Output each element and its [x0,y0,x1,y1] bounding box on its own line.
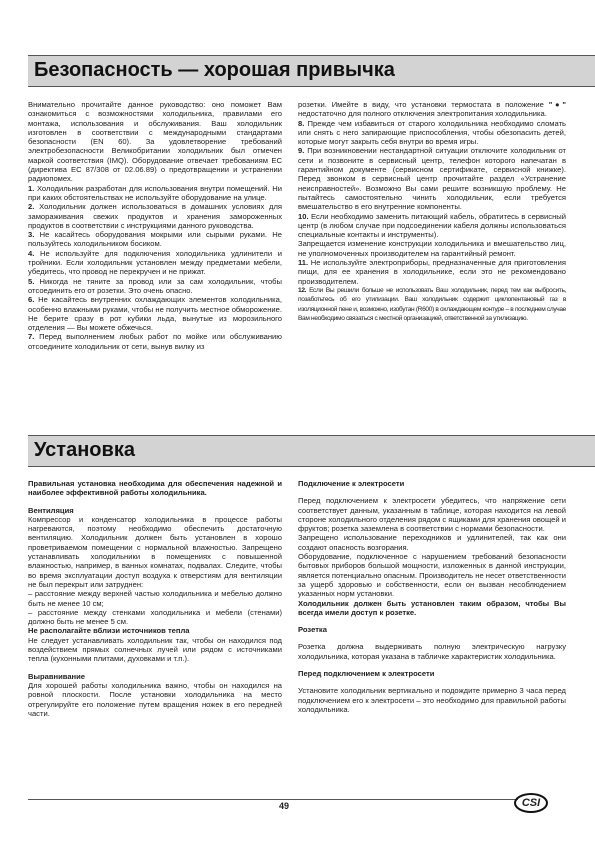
thermostat-off-symbol-icon: "●" [548,100,566,109]
safety-item-2: 2. Холодильник должен использоваться в домашних условиях для замораживания свежих продуктов и хранения замороженных продуктов в соответствии с инструкциями данного руководства. [28,202,282,230]
safety-item-11: 11. Не используйте электроприборы, предназначенные для приготовления пищи, для ее хранения в холодильнике, если это не рекомендовано производителем. [298,258,566,286]
before-connection-text: Установите холодильник вертикально и подождите примерно 3 часа перед подключением его к электросети – это необходимо для правильной работы холодильника. [298,686,566,714]
safety-item-4: 4. Не используйте для подключения холодильника удлинители и тройники. Если холодильник установлен между предметами мебели, убедитесь, что провод не перекручен и не прижат. [28,248,282,277]
ventilation-clearance-sides: – расстояние между стенками холодильника и мебели (стенами) должно быть не менее 5 см. [28,607,282,627]
safety-item-6: 6. Не касайтесь внутренних охлаждающих элементов холодильника, особенно влажными руками, чтобы не получить местное обморожение. Не берите сразу в рот кубики льда, вынутые из морозильного отделения — Вы можете обжечься. [28,295,282,333]
ventilation-text: Компрессор и конденсатор холодильника в процессе работы нагреваются, поэтому необходимо обеспечить достаточную вентиляцию. Холодильник должен быть установлен в хорошо проветриваемом помещении с нормальной влажностью. Запрещено устанавливать холодильники в помещениях с повышенной влажностью, например, в ванных комнатах, подвалах. Следите, чтобы во время эксплуатации доступ воздуха к отверстиям для вентиляции не был перекрыт или затруднен: [28,514,282,589]
safety-item-9: 9. При возникновении нестандартной ситуации отключите холодильник от сети и позвоните в сервисный центр, телефон которого напечатан в гарантийном документе (сервисном сертификате, сервисной книжке). Перед звонком в сервисный центр прочитайте раздел «Устранение неисправностей». Возможно Вы сами решите возникшую проблему. Не пытайтесь самостоятельно чинить холодильник, если требуется вмешательство в его внутренние компоненты. [298,146,566,212]
connection-text-1: Перед подключением к электросети убедитесь, что напряжение сети соответствует данным, указанным в таблице, которая находится на левой стороне холодильного отделения рядом с ящиками для хранения овощей и фруктов; розетка заземлена в соответствии с нормами безопасности. [298,496,566,534]
footer-divider [28,799,518,800]
leveling-text: Для хорошей работы холодильника важно, чтобы он находился на ровной плоскости. После установки холодильника на место отрегулируйте его положение путем вращения ножек в его передней части. [28,680,282,718]
heat-sources-text: Не следует устанавливать холодильник так, чтобы он находился под воздействием прямых солнечных лучей или рядом с источниками тепла (кухонными плитами, духовками и т.п.). [28,635,282,664]
safety-column-left [28,100,282,351]
heading-leveling: Выравнивание [28,671,86,681]
safety-item-10: 10. Если необходимо заменить питающий кабель, обратитесь в сервисный центр (в любом случае при подсоединении кабеля должны использоваться специальные контакты и инструменты). [298,211,566,240]
safety-item-7: 7. Перед выполнением любых работ по мойке или обслуживанию отсоедините холодильник от сети, вынув вилку из [28,332,282,351]
socket-text: Розетка должна выдерживать полную электрическую нагрузку холодильника, которая указана в табличке характеристик холодильника. [298,642,566,661]
heading-electrical-connection: Подключение к электросети [298,479,405,488]
safety-item-12: 12. Если Вы решили больше не использовать Ваш холодильник, перед тем как выбросить, позаботьтесь об его утилизации. Ваш холодильник содержит циклопентановый газ в изоляционной пене и, возможно, изобутан (R600) в охлаждающем контуре – в последнем случае Вам необходимо связаться с местной организацией, ответственной за утилизацию. [298,286,567,322]
installation-column-right [298,479,566,714]
safety-intro: Внимательно прочитайте данное руководство: оно поможет Вам ознакомиться с возможностями холодильника, правилами его монтажа, использования и обслуживания. Ваш холодильник изготовлен в соответствии с международными стандартами безопасности (EN 60). За удовлетворение требований электробезопасности Великобритании холодильник был отмечен маркой соответствия (IMQ). Оборудование отвечает требованиям ЕС (директива ЕС 87/308 от 02.06.89) о предотвращении и устранении радиопомех. [28,100,282,184]
safety-item-7-cont: розетки. Имейте в виду, что установки термостата в положение "●" недостаточно для полного отключения электропитания холодильника. [298,100,566,119]
connection-text-3: Оборудование, подключенное с нарушением требований безопасности бытовых приборов большой мощности, изложенных в данной инструкции, является потенциально опасным. Производитель не несет ответственности за ущерб здоровью и собственности, если он вызван несоблюдением указанных норм установки. [298,552,566,599]
page-number: 49 [279,801,290,811]
safety-item-5: 5. Никогда не тяните за провод или за сам холодильник, чтобы отсоединить его от розетки. Это очень опасно. [28,276,282,295]
safety-item-3: 3. Не касайтесь оборудования мокрыми или сырыми руками. Не пользуйтесь холодильником босиком. [28,230,282,249]
installation-column-left [28,479,282,718]
heading-heat-sources: Не располагайте вблизи источников тепла [28,626,190,636]
connection-text-2: Запрещено использование переходников и удлинителей, так как они создают опасность возгорания. [298,533,566,552]
section-header-installation [28,435,595,467]
heading-ventilation: Вентиляция [28,505,74,515]
ventilation-clearance-top: – расстояние между верхней частью холодильника и мебелью должно быть не менее 10 см; [28,589,282,608]
csi-logo: CSI [514,793,548,813]
connection-access-note: Холодильник должен быть установлен таким образом, чтобы Вы всегда имели доступ к розетке. [298,598,566,617]
installation-lead: Правильная установка необходима для обеспечения надежной и наиболее эффективной работы холодильника. [28,479,282,498]
heading-before-connection: Перед подключением к электросети [298,669,435,679]
safety-item-1: 1. Холодильник разработан для использования внутри помещений. Ни при каких обстоятельствах не используйте оборудование на улице. [28,183,282,202]
safety-item-10-note: Запрещается изменение конструкции холодильника и вмешательство лиц, не уполномоченных производителем на гарантийный ремонт. [298,239,566,258]
heading-socket: Розетка [298,625,327,635]
section-title-installation: Установка [34,439,135,461]
section-header-safety [28,55,595,87]
safety-item-8: 8. Прежде чем избавиться от старого холодильника необходимо сломать или снять с него запирающие приспособления, чтобы обезопасить детей, которые могут закрыть себя внутри во время игры. [298,118,566,147]
safety-column-right [298,100,566,323]
section-title-safety: Безопасность — хорошая привычка [34,59,395,81]
